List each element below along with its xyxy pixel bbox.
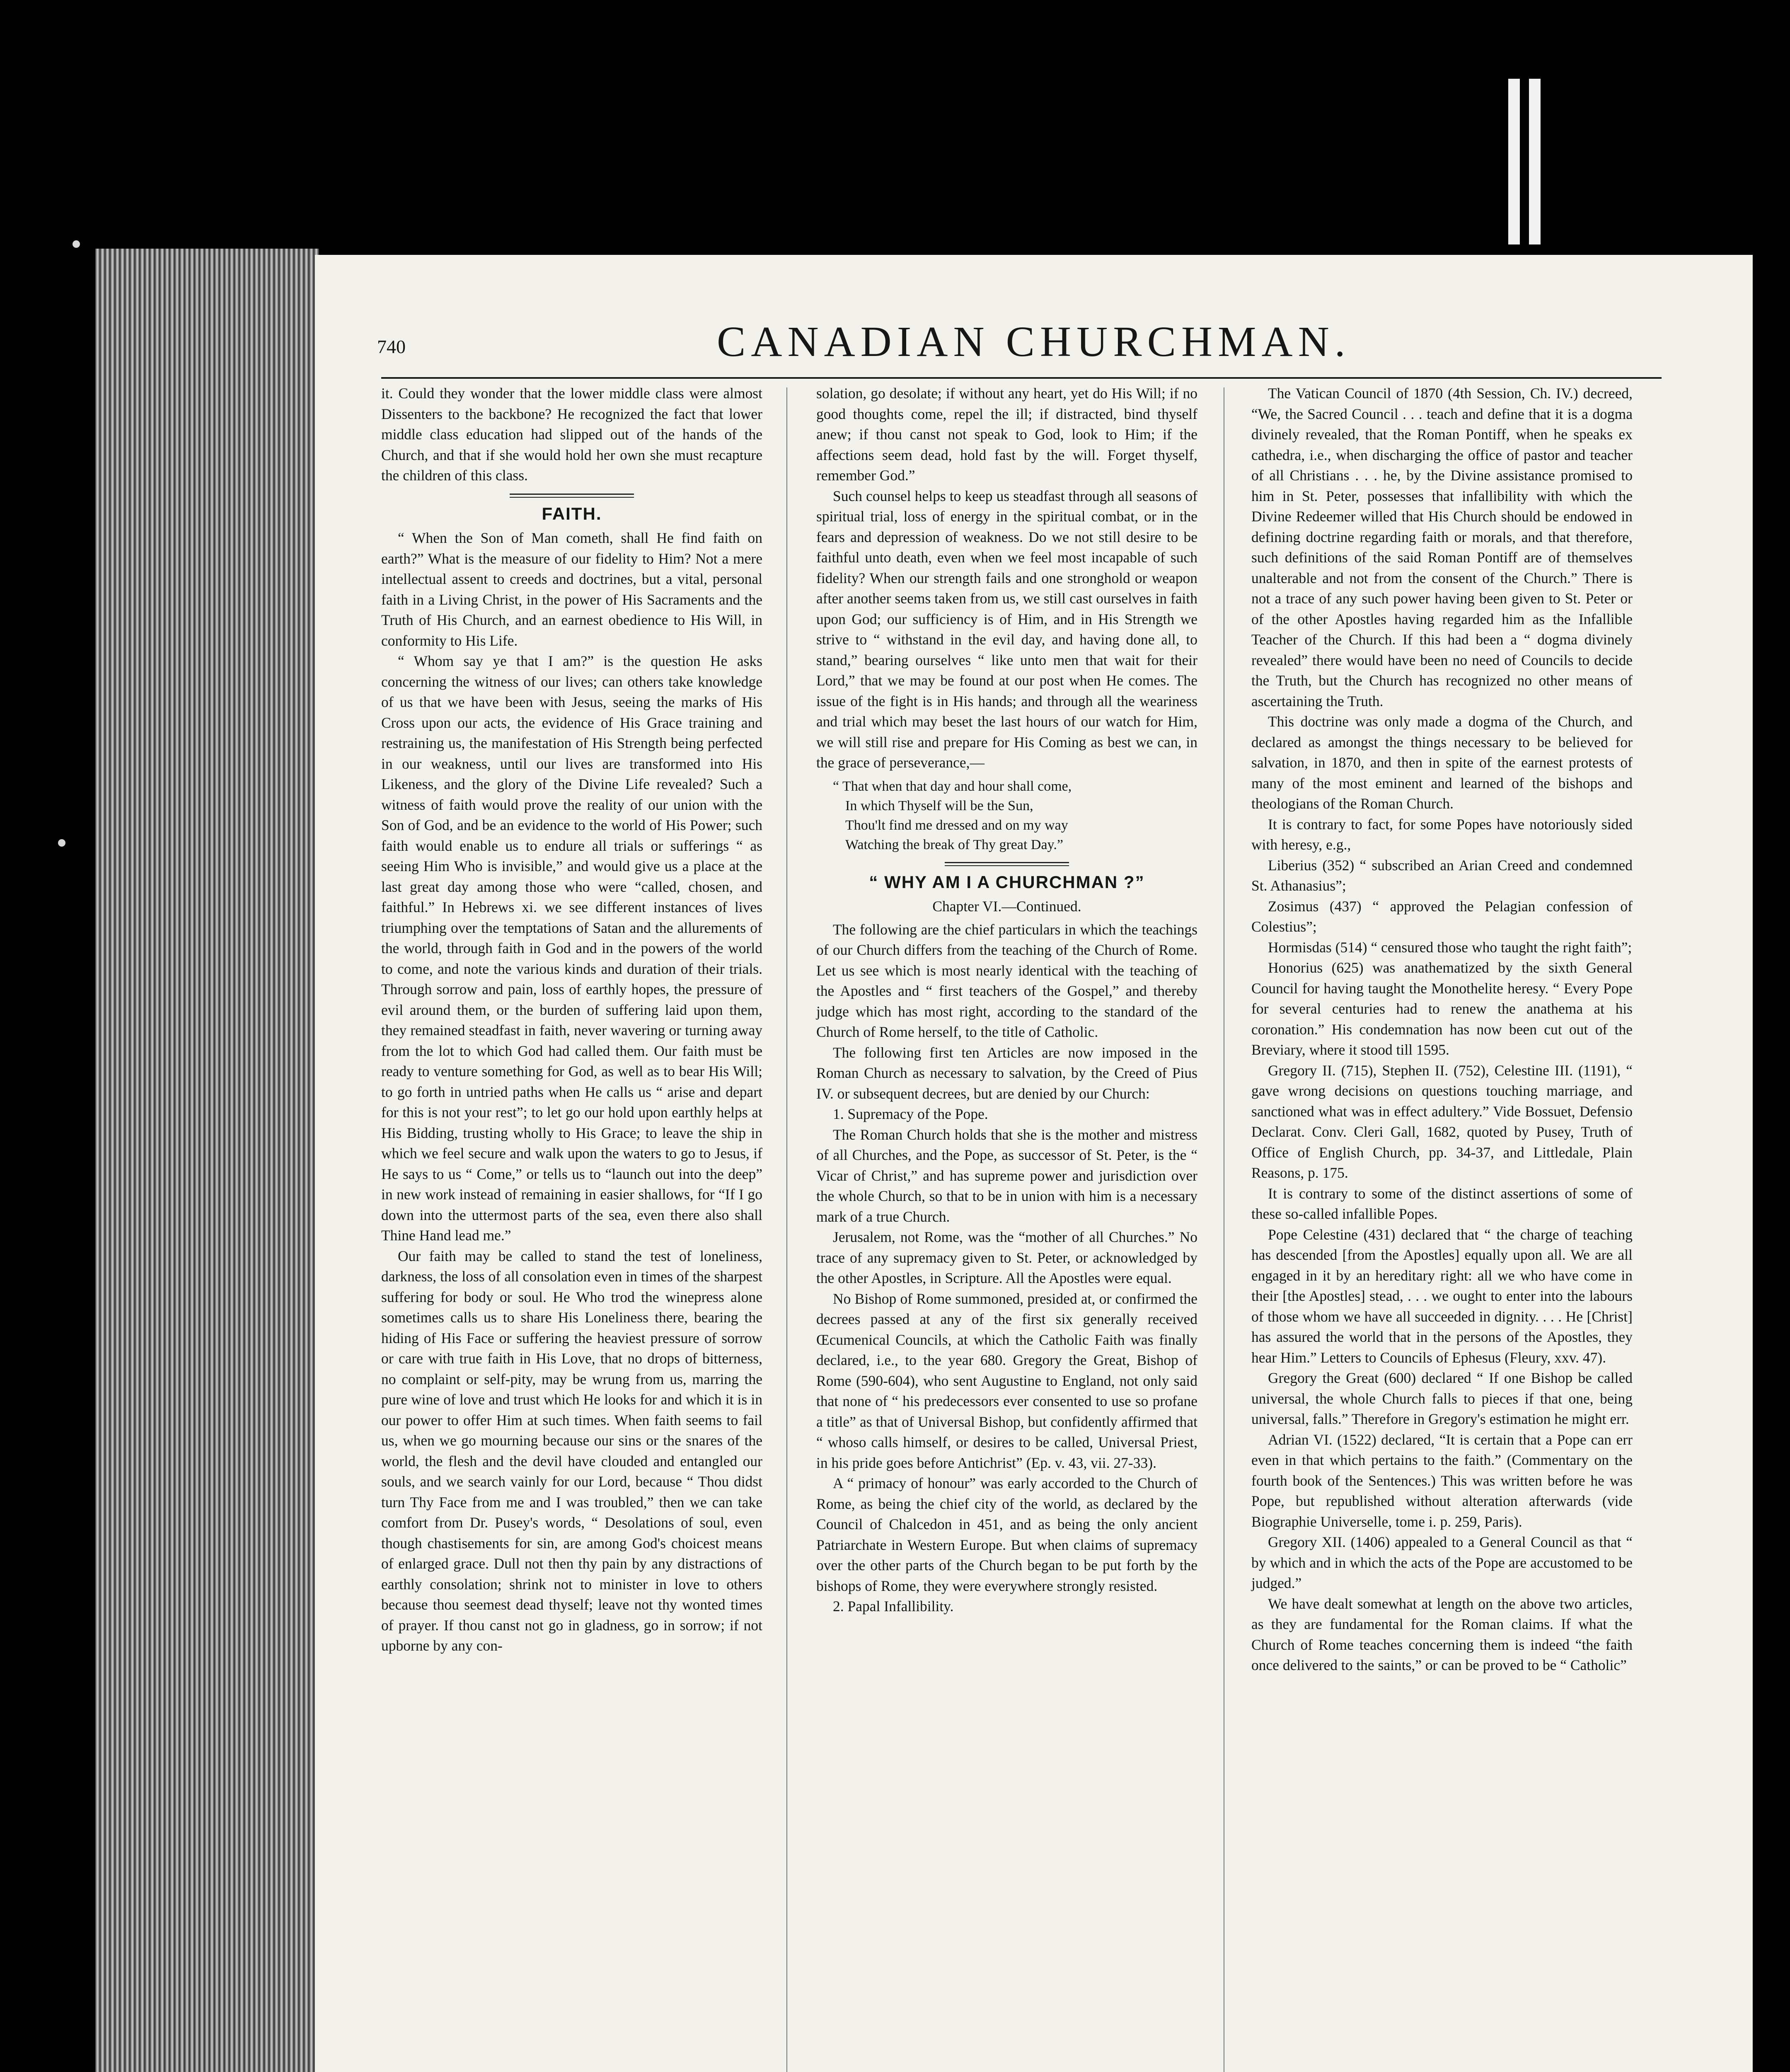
verse-line: In which Thyself will be the Sun, — [845, 798, 1033, 813]
paragraph: The following are the chief particulars in which the teachings of our Church differs from the teaching of the Church of Rome. Let us see which is most nearly identical with the teaching of the Apostles and “ first teachers of the Gospel,” and thereby judge which has most right, according to the standard of the Church of Rome herself, to the title of Catholic. — [816, 921, 1197, 1040]
column-2 — [816, 383, 1197, 1617]
paragraph: Gregory II. (715), Stephen II. (752), Celestine III. (1191), “ gave wrong decisions on questions touching marriage, and sanctioned what was in effect adultery.” Vide Bossuet, Defensio Declarat. Conv. Cleri Gall, 1682, quoted by Pusey, Truth of Office of English Church, pp. 34-37, and Littledale, Plain Reasons, p. 175. — [1251, 1062, 1633, 1181]
paragraph: “ Whom say ye that I am?” is the question He asks concerning the witness of our lives; can others take knowledge of us that we have been with Jesus, seeing the marks of His Cross upon our acts, the evidence of His Grace training and restraining us, the manifestation of His Strength being perfected in our weakness, until our lives are transformed into His Likeness, and the glory of the Divine Life revealed? Such a witness of faith would prove the reality of our union with the Son of God, and be an evidence to the world of His Power; such faith would enable us to endure all trials or sufferings “ as seeing Him Who is invisible,” and would give us a place at the last great day among those who were “called, chosen, and faithful.” In Hebrews xi. we see different instances of lives triumphing over the temptations of Satan and the allurements of the world, through faith in God and in the powers of the world to come, and note the various kinds and duration of their trials. Through sorrow and pain, loss of earthly hopes, the pressure of evil around them, or the burden of suffering laid upon them, they remained steadfast in faith, never wavering or turning away from the lot to which God had called them. Our faith must be ready to venture something for God, as well as to bear His Will; to go forth in untried paths when He calls us “ arise and depart for this is not your rest”; to let go our hold upon earthly helps at His Bidding, trusting wholly to His Grace; to leave the ship in which we feel secure and walk upon the waters to go to Jesus, if He says to us “ Come,” or tells us to “launch out into the deep” in new work instead of remaining in easier shallows, for “If I go down into the uttermost parts of the sea, even there also shall Thine Hand lead me.” — [381, 653, 762, 1244]
paragraph: Adrian VI. (1522) declared, “It is certain that a Pope can err even in that which pertains to the faith.” (Commentary on the fourth book of the Sentences.) This was written before he was Pope, but republished without alteration afterwards (vide Biographie Universelle, tome i. p. 259, Paris). — [1251, 1431, 1633, 1530]
paragraph: The Vatican Council of 1870 (4th Session, Ch. IV.) decreed, “We, the Sacred Council . . . teach and define that it is a dogma divinely revealed, that the Roman Pontiff, when he speaks ex cathedra, i.e., when discharging the office of pastor and teacher of all Christians . . . he, by the Divine assistance promised to him in St. Peter, possesses that infallibility with which the Divine Redeemer willed that His Church should be endowed in defining doctrine regarding faith or morals, and that therefore, such definitions of the said Roman Pontiff are of themselves unalterable and not from the consent of the Church.” There is not a trace of any such power having been given to St. Peter or of the other Apostles having regarded him as the Infallible Teacher of the Church. If this had been a “ dogma divinely revealed” there would have been no need of Councils to decide the Truth, but the Church has recognized no other means of ascertaining the Truth. — [1251, 385, 1633, 709]
verse-line: Watching the break of Thy great Day.” — [845, 837, 1063, 852]
paragraph: “ When the Son of Man cometh, shall He find faith on earth?” What is the measure of our fidelity to Him? Not a mere intellectual assent to creeds and doctrines, but a vital, personal faith in a Living Christ, in the power of His Sacraments and the Truth of His Church, and an earnest obedience to His Will, in conformity to His Life. — [381, 530, 762, 649]
paragraph: Gregory XII. (1406) appealed to a General Council as that “ by which and in which the acts of the Pope are accustomed to be judged.” — [1251, 1534, 1633, 1591]
column-rule — [786, 387, 787, 2072]
chapter-subheading: Chapter VI.—Continued. — [932, 898, 1081, 915]
verse-line: “ That when that day and hour shall come, — [833, 778, 1072, 794]
column-3 — [1251, 383, 1633, 1676]
scan-dust — [58, 839, 65, 847]
journal-title: CANADIAN CHURCHMAN. — [717, 318, 1351, 366]
article-heading-churchman: “ WHY AM I A CHURCHMAN ?” — [869, 872, 1145, 892]
newspaper-page — [315, 255, 1753, 2072]
paragraph: A “ primacy of honour” was early accorded to the Church of Rome, as being the chief city of the world, as declared by the Council of Chalcedon in 451, and as being the only ancient Patriarchate in Western Europe. But when claims of supremacy over the other parts of the Church began to be put forth by the bishops of Rome, they were everywhere strongly resisted. — [816, 1475, 1197, 1594]
scan-marker — [1508, 79, 1520, 244]
paragraph: The following first ten Articles are now imposed in the Roman Church as necessary to salvation, by the Creed of Pius IV. or subsequent decrees, but are denied by our Church: — [816, 1044, 1197, 1102]
scan-dust — [73, 240, 80, 248]
paragraph: Zosimus (437) “ approved the Pelagian confession of Colestius”; — [1251, 898, 1633, 935]
paragraph: Pope Celestine (431) declared that “ the charge of teaching has descended [from the Apostles] equally upon all. We are all engaged in it by an hereditary right: all we who have come in their [the Apostles] stead, . . . we ought to enter into the labours of those whom we have all succeeded in dignity. . . . He [Christ] has assured the world that in the persons of the Apostles, they hear Him.” Letters to Councils of Ephesus (Fleury, xxv. 47). — [1251, 1226, 1633, 1366]
paragraph: Honorius (625) was anathematized by the sixth General Council for having taught the Monothelite heresy. “ Every Pope for several centuries had to renew the anathema at his coronation.” His condemnation has now been cut out of the Breviary, where it stood till 1595. — [1251, 959, 1633, 1058]
paragraph: Liberius (352) “ subscribed an Arian Creed and condemned St. Athanasius”; — [1251, 857, 1633, 894]
header-rule — [381, 377, 1662, 379]
scan-marker — [1529, 79, 1541, 244]
paragraph: Our faith may be called to stand the test of loneliness, darkness, the loss of all consolation even in times of the sharpest suffering for body or soul. He Who trod the winepress alone sometimes calls us to share His Loneliness there, bearing the hiding of His Face or suffering the heaviest pressure of sorrow or care with true faith in His Love, that no drops of bitterness, no complaint or self-pity, may be wrung from us, marring the pure wine of love and trust which He looks for and which it is in our power to offer Him at such times. When faith seems to fail us, when we go mourning because our sins or the snares of the world, the flesh and the devil have clouded and entangled our souls, and we search vainly for our Lord, because “ Thou didst turn Thy Face from me and I was troubled,” then we can take comfort from Dr. Pusey's words, “ Desolations of soul, even though chastisements for sin, are among God's choicest means of enlarged grace. Dull not then thy pain by any distractions of earthly consolation; shrink not to minister in love to others because thou seemest dead thyself; leave not thy wonted times of prayer. If thou canst not go in gladness, go in sorrow; if not upborne by any con- — [381, 1247, 762, 1654]
paragraph: Such counsel helps to keep us steadfast through all seasons of spiritual trial, loss of energy in the spiritual combat, or in the fears and depression of weakness. Do we not still desire to be faithful unto death, even when we feel most incapable of such fidelity? When our strength fails and one stronghold or weapon after another seems taken from us, we still cast ourselves in faith upon God; our sufficiency is of Him, and in His Strength we strive to “ withstand in the evil day, and having done all, to stand,” bearing ourselves “ like unto men that wait for their Lord,” that we may be found at our post when He comes. The issue of the fight is in His hands; and through all the weariness and trial which may beset the last hours of our watch for Him, we will still rise and prepare for His Coming as best we can, in the grace of perseverance,— — [816, 487, 1197, 771]
section-divider — [510, 494, 634, 498]
article-heading-faith: FAITH. — [542, 503, 602, 523]
section-divider — [945, 862, 1069, 866]
running-head — [377, 317, 1682, 375]
paragraph: We have dealt somewhat at length on the above two articles, as they are fundamental for the Roman claims. If what the Church of Rome teaches concerning them is indeed “the faith once delivered to the saints,” or can be proved to be “ Catholic” — [1251, 1595, 1633, 1673]
verse-line: Thou'lt find me dressed and on my way — [845, 817, 1068, 833]
paragraph: 2. Papal Infallibility. — [833, 1598, 954, 1615]
paragraph: it. Could they wonder that the lower middle class were almost Dissenters to the backbone? He recognized the fact that lower middle class education had slipped out of the hands of the Church, and that if she would hold her own she must recapture the children of this class. — [381, 385, 762, 484]
page-number: 740 — [377, 336, 406, 357]
verse-quote — [833, 777, 1197, 854]
paragraph: This doctrine was only made a dogma of the Church, and declared as amongst the things necessary to be believed for salvation, in 1870, and then in spite of the earnest protests of many of the most eminent and learned of the bishops and theologians of the Roman Church. — [1251, 713, 1633, 812]
paragraph: Jerusalem, not Rome, was the “mother of all Churches.” No trace of any supremacy given to St. Peter, or acknowledged by the other Apostles, in Scripture. All the Apostles were equal. — [816, 1229, 1197, 1286]
paragraph: No Bishop of Rome summoned, presided at, or confirmed the decrees passed at any of the first six generally received Œcumenical Councils, at which the Catholic Faith was finally declared, i.e., to the year 680. Gregory the Great, Bishop of Rome (590-604), who sent Augustine to England, not only said that none of “ his predecessors ever consented to use so profane a title” as that of Universal Bishop, but confidently affirmed that “ whoso calls himself, or desires to be called, Universal Priest, in his pride goes before Antichrist” (Ep. v. 43, vii. 27-33). — [816, 1290, 1197, 1471]
paragraph: It is contrary to fact, for some Popes have notoriously sided with heresy, e.g., — [1251, 816, 1633, 853]
paragraph: Gregory the Great (600) declared “ If one Bishop be called universal, the whole Church falls to pieces if that one, being universal, falls.” Therefore in Gregory's estimation he might err. — [1251, 1370, 1633, 1427]
paragraph: The Roman Church holds that she is the mother and mistress of all Churches, and the Pope, as successor of St. Peter, is the “ Vicar of Christ,” and has supreme power and jurisdiction over the whole Church, so that to be in union with him is a necessary mark of a true Church. — [816, 1126, 1197, 1225]
column-1 — [381, 383, 762, 1656]
paragraph: solation, go desolate; if without any heart, yet do His Will; if no good thoughts come, repel the ill; if distracted, bind thyself anew; if thou canst not speak to God, look to Him; if the affections seem dead, hold fast by the will. Forget thyself, remember God.” — [816, 385, 1197, 484]
book-page-edges — [95, 249, 319, 2072]
paragraph: It is contrary to some of the distinct assertions of some of these so-called infallible Popes. — [1251, 1185, 1633, 1222]
paragraph: 1. Supremacy of the Pope. — [833, 1106, 988, 1122]
paragraph: Hormisdas (514) “ censured those who taught the right faith”; — [1268, 939, 1632, 956]
